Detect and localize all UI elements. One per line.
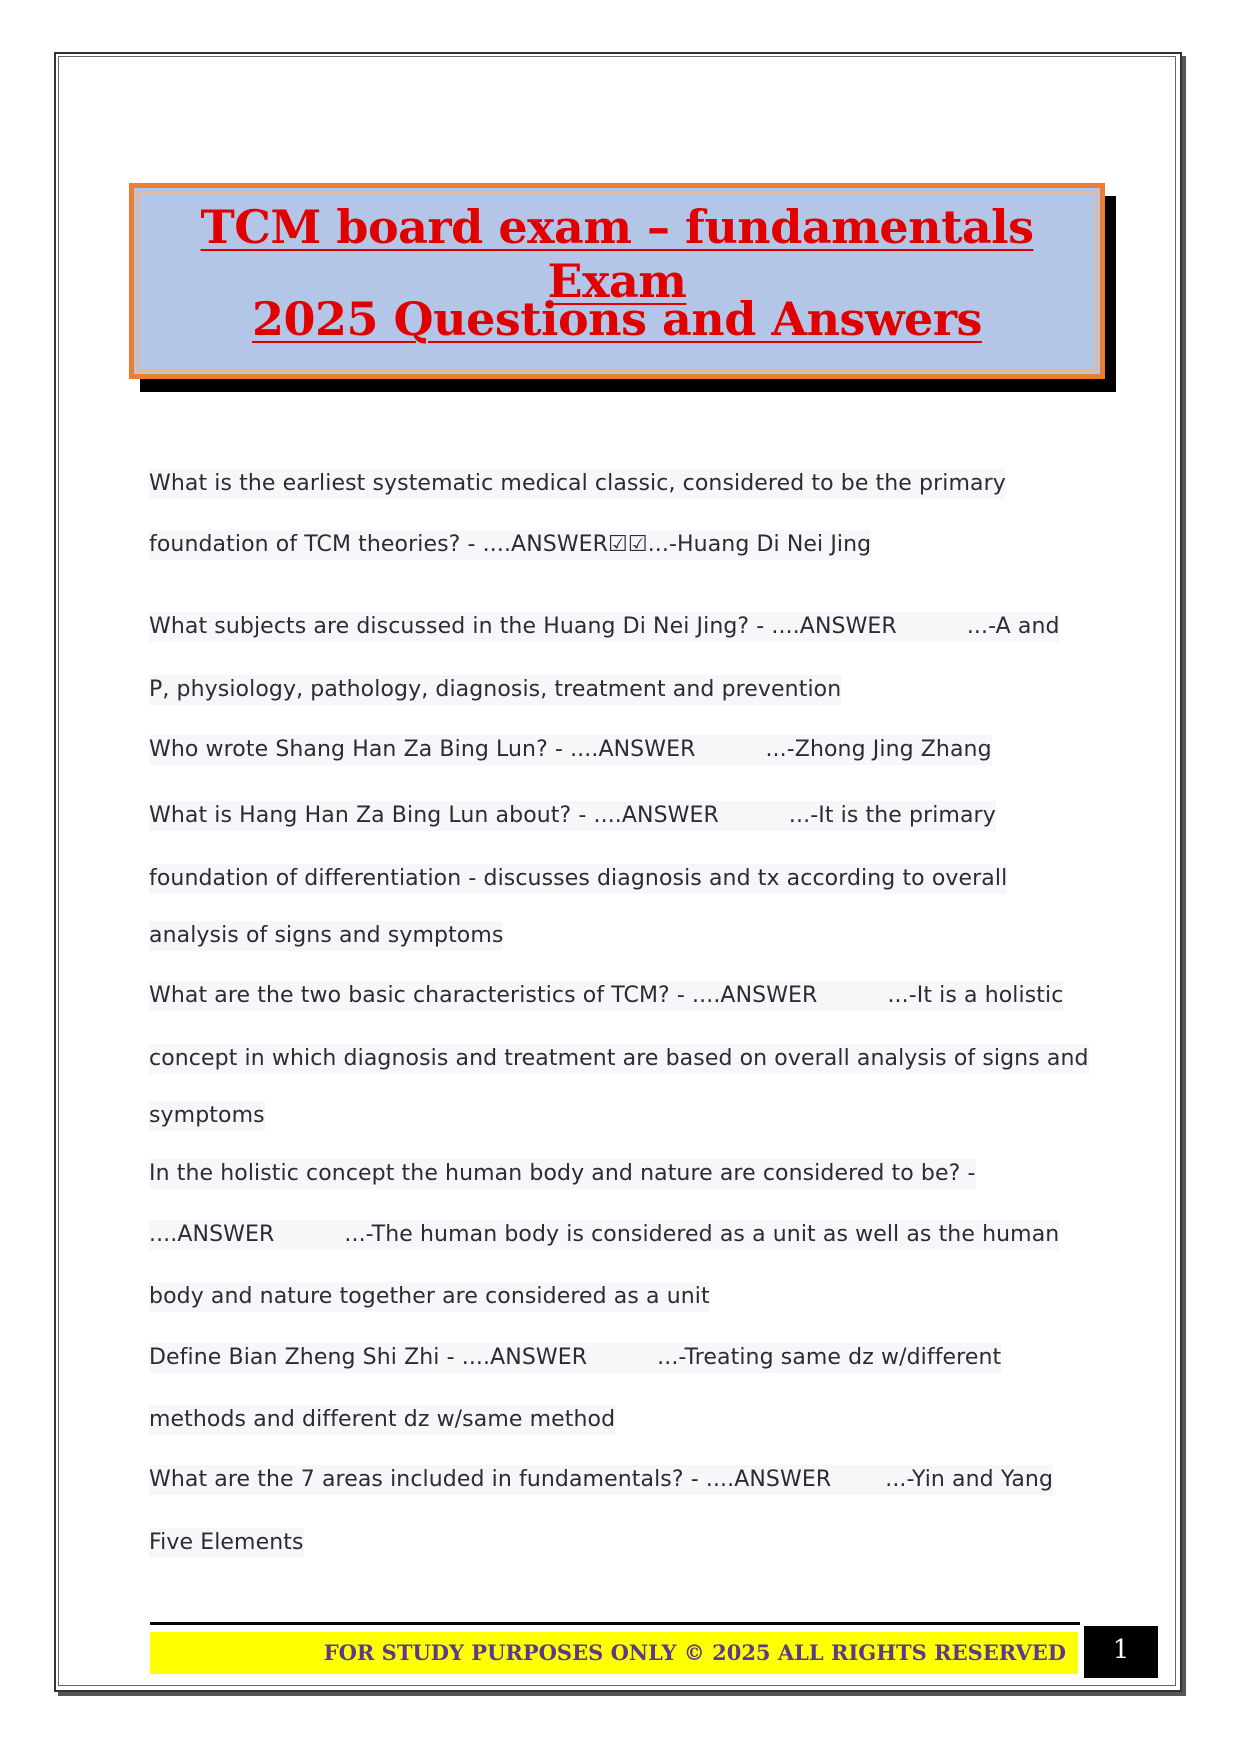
qa-answer: ...-It is a holistic [887, 983, 1064, 1008]
qa-line: foundation of differentiation - discusses diagnosis and tx according to overall [149, 864, 1007, 894]
qa-line: analysis of signs and symptoms [149, 921, 503, 951]
qa-question: What are the two basic characteristics of TCM? - ....ANSWER [149, 983, 818, 1008]
qa-question: Define Bian Zheng Shi Zhi - ....ANSWER [149, 1345, 588, 1370]
qa-answer: ...-Treating same dz w/different [657, 1345, 1002, 1370]
qa-line: methods and different dz w/same method [149, 1405, 615, 1435]
qa-line: In the holistic concept the human body and nature are considered to be? - [149, 1159, 976, 1189]
qa-line [149, 1465, 1053, 1495]
qa-question: What subjects are discussed in the Huang Di Nei Jing? - ....ANSWER [149, 614, 897, 639]
qa-question: What is Hang Han Za Bing Lun about? - ....ANSWER [149, 803, 719, 828]
qa-answer: ...-Zhong Jing Zhang [765, 737, 992, 762]
qa-question: Who wrote Shang Han Za Bing Lun? - ....ANSWER [149, 737, 696, 762]
qa-line [149, 1220, 1059, 1250]
qa-answer: ...-The human body is considered as a unit as well as the human [344, 1222, 1060, 1247]
qa-line: Five Elements [149, 1528, 304, 1558]
qa-answer-label: ....ANSWER [149, 1222, 275, 1247]
qa-line: concept in which diagnosis and treatment are based on overall analysis of signs and [149, 1044, 1089, 1074]
page-number: 1 [1084, 1626, 1158, 1678]
title-line-1: TCM board exam – fundamentals Exam [200, 200, 1034, 308]
qa-answer: ...-It is the primary [788, 803, 996, 828]
qa-line: P, physiology, pathology, diagnosis, treatment and prevention [149, 675, 841, 705]
qa-line: symptoms [149, 1101, 265, 1131]
title-line-2: 2025 Questions and Answers [252, 292, 982, 346]
qa-answer: ...-Yin and Yang [885, 1467, 1054, 1492]
qa-answer: ...-A and [966, 614, 1060, 639]
qa-line: foundation of TCM theories? - ....ANSWER☑☑...-Huang Di Nei Jing [149, 530, 871, 560]
footer-bar [150, 1632, 1078, 1674]
qa-question: What are the 7 areas included in fundamentals? - ....ANSWER [149, 1467, 832, 1492]
qa-line [149, 801, 996, 831]
title-box [129, 183, 1105, 379]
qa-line [149, 981, 1063, 1011]
qa-line [149, 612, 1060, 642]
qa-line: body and nature together are considered as a unit [149, 1282, 710, 1312]
qa-line [149, 1343, 1001, 1373]
qa-line: What is the earliest systematic medical classic, considered to be the primary [149, 469, 1006, 499]
footer-rule [150, 1622, 1080, 1625]
footer-text: FOR STUDY PURPOSES ONLY © 2025 ALL RIGHTS RESERVED [323, 1640, 1066, 1665]
qa-line [149, 735, 992, 765]
